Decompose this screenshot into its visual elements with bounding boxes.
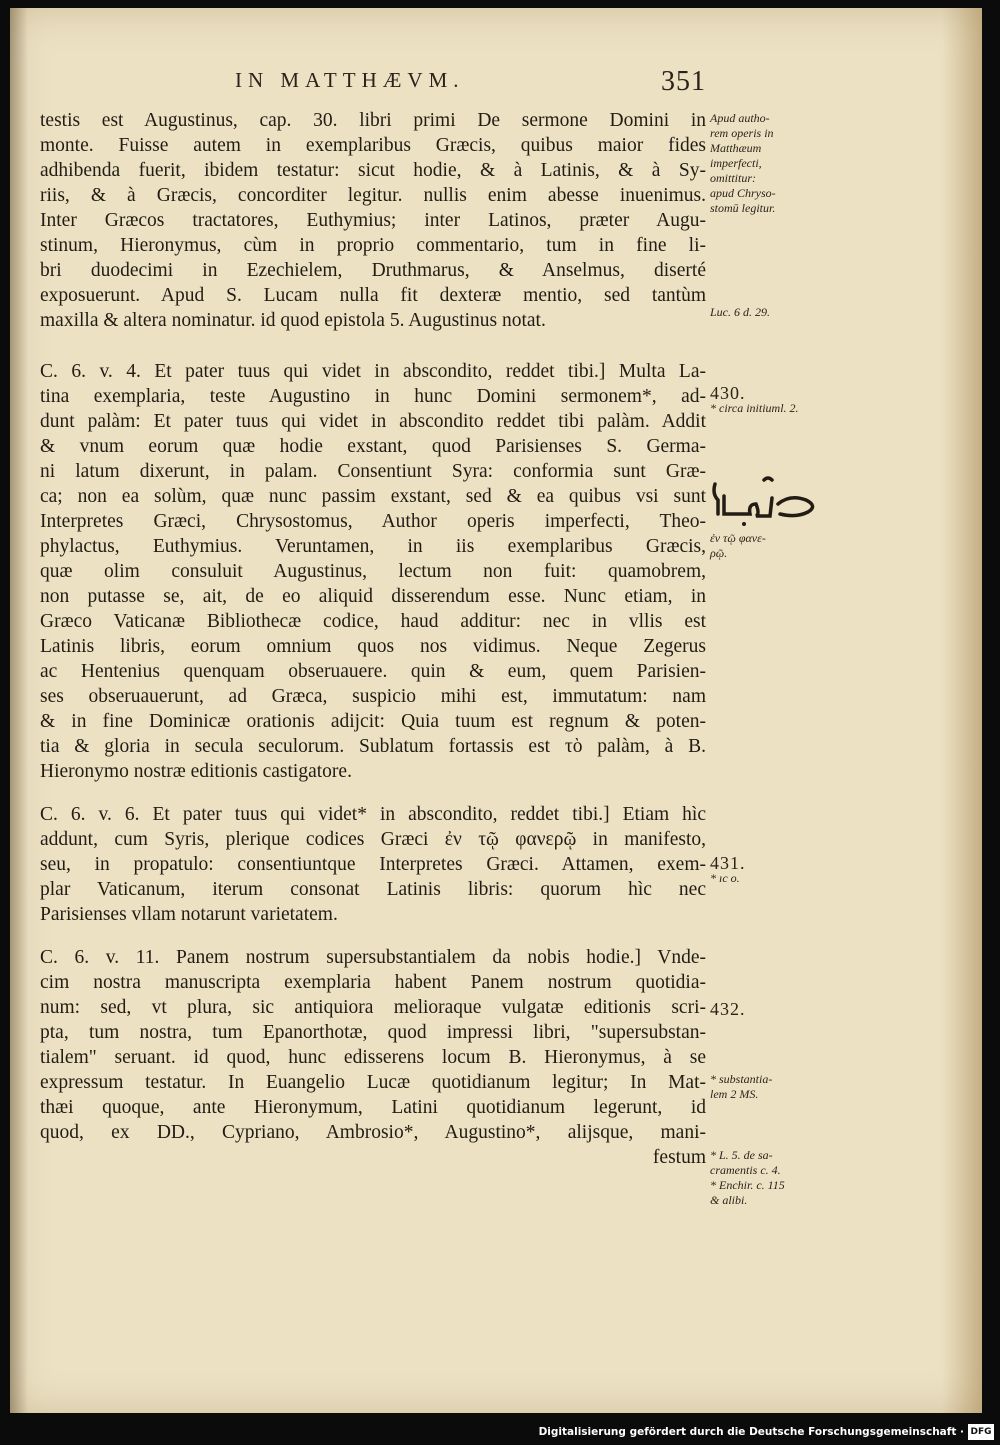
text-line: bri duodecimi in Ezechielem, Druthmarus, & Anselmus, diserté	[40, 260, 706, 281]
text-line: Græco Vaticanæ Bibliothecæ codice, haud additur: nec in vllis est	[40, 611, 706, 632]
text-line: ρῷ.	[710, 546, 728, 560]
marginal-note-1	[710, 111, 776, 216]
text-line: tina exemplaria, teste Augustino in hunc Domini sermonem*, ad-	[40, 386, 706, 407]
text-line: adhibenda fuerit, ibidem testatur: sicut hodie, & à Latinis, & à Sy-	[40, 160, 706, 181]
marginal-note-431	[710, 853, 746, 886]
text-line: cim nostra manuscripta exemplaria habent Panem nostrum quotidia-	[40, 972, 706, 993]
paragraph-1	[40, 108, 706, 333]
marginal-note-luke: Luc. 6 d. 29.	[710, 305, 770, 319]
text-line: plar Vaticanum, iterum consonat Latinis libris: quorum hìc nec	[40, 879, 706, 900]
text-line: phylactus, Euthymius. Veruntamen, in iis exemplaribus Græcis,	[40, 536, 706, 557]
text-line: omittitur:	[710, 171, 757, 185]
main-text	[40, 108, 706, 1170]
dfg-logo: DFG	[968, 1424, 994, 1440]
text-line: stinum, Hieronymus, cùm in proprio commentario, tum in fine li-	[40, 235, 706, 256]
text-line: imperfecti,	[710, 156, 762, 170]
text-line: quæ olim consuluit Augustinus, lectum non fuit: quamobrem,	[40, 561, 706, 582]
marginal-note-431-text: * ıc o.	[710, 871, 740, 885]
text-line: riis, & à Græcis, concorditer legitur. nullis enim abesse inuenimus.	[40, 185, 706, 206]
text-line: Interpretes Græci, Chrysostomus, Author operis imperfecti, Theo-	[40, 511, 706, 532]
page-header	[10, 68, 982, 102]
text-line: C. 6. v. 6. Et pater tuus qui videt* in abscondito, reddet tibi.] Etiam hìc	[40, 804, 706, 825]
text-line: C. 6. v. 11. Panem nostrum supersubstantialem da nobis hodie.] Vnde-	[40, 947, 706, 968]
text-line: dunt palàm: Et pater tuus qui videt in abscondito reddet tibi palàm. Addit	[40, 411, 706, 432]
text-line: lem 2 MS.	[710, 1087, 759, 1101]
text-line: expressum testatur. In Euangelio Lucæ quotidianum legitur; In Mat-	[40, 1072, 706, 1093]
text-line: stomū legitur.	[710, 201, 776, 215]
text-line: maxilla & altera nominatur. id quod epistola 5. Augustinus notat.	[40, 310, 546, 331]
text-line: monte. Fuisse autem in exemplaribus Græcis, quibus maior fides	[40, 135, 706, 156]
text-line: festum	[652, 1147, 706, 1168]
text-line: testis est Augustinus, cap. 30. libri primi De sermone Domini in	[40, 110, 706, 131]
text-line: Matthæum	[710, 141, 762, 155]
page-number: 351	[661, 66, 706, 97]
text-line: addunt, cum Syris, plerique codices Græci ἐν τῷ φανερῷ in manifesto,	[40, 829, 706, 850]
text-line: Hieronymo nostræ editionis castigatore.	[40, 761, 352, 782]
syriac-script-image	[710, 474, 820, 532]
marginal-note-430-text	[710, 401, 799, 416]
text-line: * circa initium	[710, 401, 781, 415]
text-line: ἐν τῷ φανε-	[710, 531, 766, 545]
text-line: non putasse se, ait, de eo aliquid disserendum esse. Nunc etiam, in	[40, 586, 706, 607]
text-line: & in fine Dominicæ orationis adijcit: Quia tuum est regnum & poten-	[40, 711, 706, 732]
text-line: apud Chryso-	[710, 186, 776, 200]
text-line: ni latum dixerunt, in palam. Consentiunt Syra: conformia sunt Græ-	[40, 461, 706, 482]
digitization-credit: Digitalisierung gefördert durch die Deutsche Forschungsgemeinschaft ·	[538, 1426, 964, 1438]
text-line: exposuerunt. Apud S. Lucam nulla fit dexteræ mentio, sed tantùm	[40, 285, 706, 306]
text-line: * Enchir. c. 115	[710, 1178, 785, 1192]
running-title: IN MATTHÆVM.	[235, 68, 465, 92]
text-line: ses obseruauerunt, ad Græca, suspicio mihi est, immutatum: nam	[40, 686, 706, 707]
text-line: tialem" seruant. id quod, hunc edisserens locum B. Hieronymus, à se	[40, 1047, 706, 1068]
paragraph-3	[40, 802, 706, 927]
text-line: C. 6. v. 4. Et pater tuus qui videt in abscondito, reddet tibi.] Multa La-	[40, 361, 706, 382]
text-line: seu, in propatulo: consentiuntque Interpretes Græci. Attamen, exem-	[40, 854, 706, 875]
text-line: l. 2.	[780, 401, 799, 415]
book-page	[10, 8, 982, 1413]
text-line: tia & gloria in secula seculorum. Sublatum fortassis est τὸ palàm, à B.	[40, 736, 706, 757]
text-line: Apud autho-	[710, 111, 770, 125]
text-line: Parisienses vllam notarunt varietatem.	[40, 904, 338, 925]
note-number-430: 430.	[710, 383, 746, 403]
text-line: Inter Græcos tractatores, Euthymius; inter Latinos, præter Augu-	[40, 210, 706, 231]
note-number-432: 432.	[710, 999, 746, 1019]
text-line: thæi quoque, ante Hieronymum, Latini quotidianum legerunt, id	[40, 1097, 706, 1118]
marginal-note-432	[710, 999, 746, 1019]
marginal-note-sacramentis	[710, 1148, 785, 1208]
marginal-note-substantialem	[710, 1072, 772, 1102]
marginal-note-430	[710, 383, 799, 416]
text-line: quod, ex DD., Cypriano, Ambrosio*, Augustino*, alijsque, mani-	[40, 1122, 706, 1143]
text-line: * L. 5. de sa-	[710, 1148, 773, 1162]
text-line: * substantia-	[710, 1072, 773, 1086]
text-line: cramentis c. 4.	[710, 1163, 781, 1177]
paragraph-4	[40, 945, 706, 1170]
text-line: num: sed, vt plura, sic antiquiora melioraque vulgatæ editionis scri-	[40, 997, 706, 1018]
paragraph-2	[40, 359, 706, 784]
text-line: Latinis libris, eorum omnium quos nos vidimus. Neque Zegerus	[40, 636, 706, 657]
text-line: ca; non ea solùm, quæ nunc passim exstant, sed & ea quibus vsi sunt	[40, 486, 706, 507]
text-line: pta, tum nostra, tum Epanorthotæ, quod impressi libri, "supersubstan-	[40, 1022, 706, 1043]
text-line: & vnum eorum quæ hodie exstant, quod Parisienses S. Germa-	[40, 436, 706, 457]
text-line: rem operis in	[710, 126, 774, 140]
note-number-431: 431.	[710, 853, 746, 873]
marginal-note-greek	[710, 531, 766, 561]
text-line: ac Hentenius quenquam obseruauere. quin & eum, quem Parisien-	[40, 661, 706, 682]
text-line: & alibi.	[710, 1193, 748, 1207]
